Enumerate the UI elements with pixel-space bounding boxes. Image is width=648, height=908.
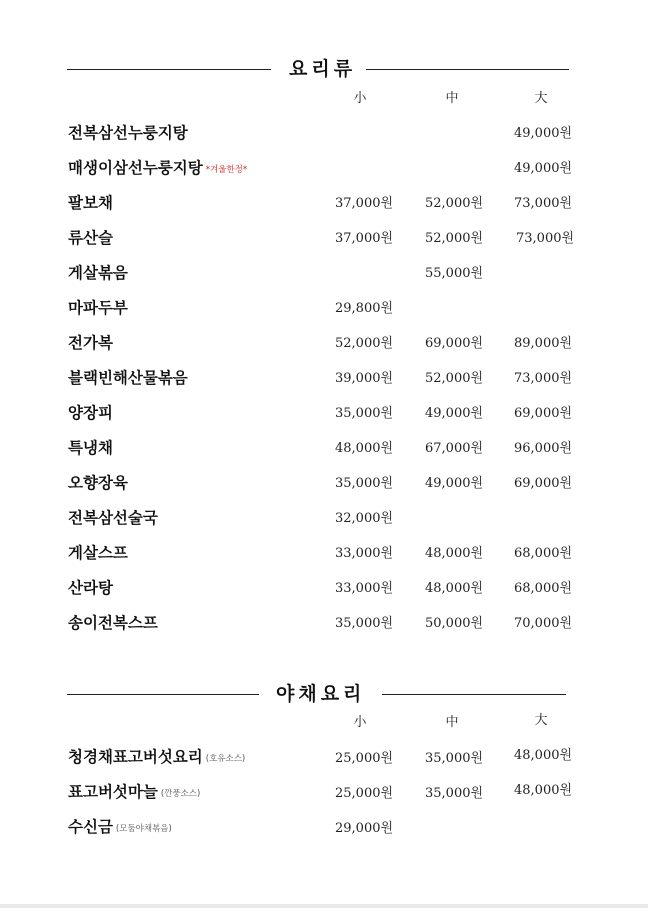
menu-item (0, 365, 648, 391)
menu-item (0, 779, 648, 805)
menu-item (0, 225, 648, 251)
menu-item (0, 190, 648, 216)
column-header-medium: 中 (445, 91, 459, 106)
price-large: 68,000원 (514, 581, 573, 596)
price-large: 49,000원 (514, 126, 573, 141)
price-medium: 52,000원 (425, 231, 484, 246)
price-small: 33,000원 (335, 581, 394, 596)
menu-item (0, 155, 648, 181)
price-medium: 48,000원 (425, 581, 484, 596)
menu-item (0, 610, 648, 636)
menu-item-note: (깐풍소스) (160, 789, 201, 799)
price-small: 32,000원 (335, 511, 394, 526)
price-large: 48,000원 (514, 748, 573, 763)
price-large: 69,000원 (514, 476, 573, 491)
column-header-medium: 中 (445, 715, 459, 730)
menu-item-note: (모둠야채볶음) (115, 824, 172, 834)
price-medium: 52,000원 (425, 371, 484, 386)
price-small: 33,000원 (335, 546, 394, 561)
price-large: 48,000원 (514, 783, 573, 798)
menu-item-name: 블랙빈해산물볶음 (68, 368, 188, 387)
price-large: 70,000원 (514, 616, 573, 631)
price-small: 39,000원 (335, 371, 394, 386)
price-large: 49,000원 (514, 161, 573, 176)
price-large: 96,000원 (514, 441, 573, 456)
menu-item-name: 마파두부 (68, 298, 128, 317)
menu-item-name: 게살볶음 (68, 263, 128, 282)
section-title-dishes (0, 57, 648, 81)
menu-item (0, 575, 648, 601)
menu-item (0, 814, 648, 840)
menu-item (0, 260, 648, 286)
menu-item (0, 540, 648, 566)
price-small: 29,800원 (335, 301, 394, 316)
price-small: 35,000원 (335, 406, 394, 421)
column-header-large: 大 (534, 713, 548, 728)
price-medium: 35,000원 (425, 786, 484, 801)
section-title-vegetables (0, 682, 648, 706)
price-medium: 69,000원 (425, 336, 484, 351)
menu-item (0, 120, 648, 146)
menu-item-name: 송이전복스프 (68, 613, 158, 632)
price-medium: 50,000원 (425, 616, 484, 631)
price-large: 73,000원 (516, 231, 575, 246)
menu-item-name: 게살스프 (68, 543, 128, 562)
menu-item (0, 505, 648, 531)
menu-item-name: 매생이삼선누룽지탕 *겨울한정* (68, 158, 248, 177)
menu-item (0, 330, 648, 356)
price-small: 37,000원 (335, 231, 394, 246)
menu-item-name: 전가복 (68, 333, 113, 352)
menu-item (0, 470, 648, 496)
menu-item (0, 744, 648, 770)
menu-item-name: 양장피 (68, 403, 113, 422)
title-rule-right (382, 694, 566, 695)
menu-item-name: 표고버섯마늘 (깐풍소스) (68, 782, 201, 801)
price-small: 52,000원 (335, 336, 394, 351)
menu-item-name: 전복삼선술국 (68, 508, 158, 527)
price-large: 68,000원 (514, 546, 573, 561)
menu-item-name: 오향장육 (68, 473, 128, 492)
column-header-small: 小 (353, 91, 367, 106)
price-small: 35,000원 (335, 616, 394, 631)
price-large: 69,000원 (514, 406, 573, 421)
menu-item-name: 청경채표고버섯요리 (호유소스) (68, 747, 246, 766)
title-rule-right (366, 69, 569, 70)
price-medium: 52,000원 (425, 196, 484, 211)
price-medium: 49,000원 (425, 476, 484, 491)
price-small: 48,000원 (335, 441, 394, 456)
price-small: 25,000원 (335, 751, 394, 766)
menu-item-name: 특냉채 (68, 438, 113, 457)
menu-item (0, 400, 648, 426)
menu-item (0, 435, 648, 461)
price-small: 29,000원 (335, 821, 394, 836)
price-small: 25,000원 (335, 786, 394, 801)
menu-item-note: *겨울한정* (205, 165, 248, 175)
price-large: 73,000원 (514, 196, 573, 211)
page-bottom-edge (0, 904, 648, 908)
title-rule-left (67, 69, 271, 70)
price-medium: 48,000원 (425, 546, 484, 561)
price-medium: 67,000원 (425, 441, 484, 456)
menu-item-name: 팔보채 (68, 193, 113, 212)
price-medium: 35,000원 (425, 751, 484, 766)
menu-item-name: 전복삼선누룽지탕 (68, 123, 188, 142)
price-medium: 49,000원 (425, 406, 484, 421)
menu-item-note: (호유소스) (205, 754, 246, 764)
menu-item-name: 산라탕 (68, 578, 113, 597)
price-small: 37,000원 (335, 196, 394, 211)
section-title-text: 야채요리 (276, 683, 366, 705)
menu-item-name: 수신금 (모둠야채볶음) (68, 817, 172, 836)
column-header-large: 大 (534, 91, 548, 106)
price-small: 35,000원 (335, 476, 394, 491)
title-rule-left (67, 694, 259, 695)
price-medium: 55,000원 (425, 266, 484, 281)
price-large: 89,000원 (514, 336, 573, 351)
column-header-small: 小 (353, 715, 367, 730)
menu-item-name: 류산슬 (68, 228, 113, 247)
section-title-text: 요리류 (289, 58, 357, 80)
price-large: 73,000원 (514, 371, 573, 386)
menu-item (0, 295, 648, 321)
